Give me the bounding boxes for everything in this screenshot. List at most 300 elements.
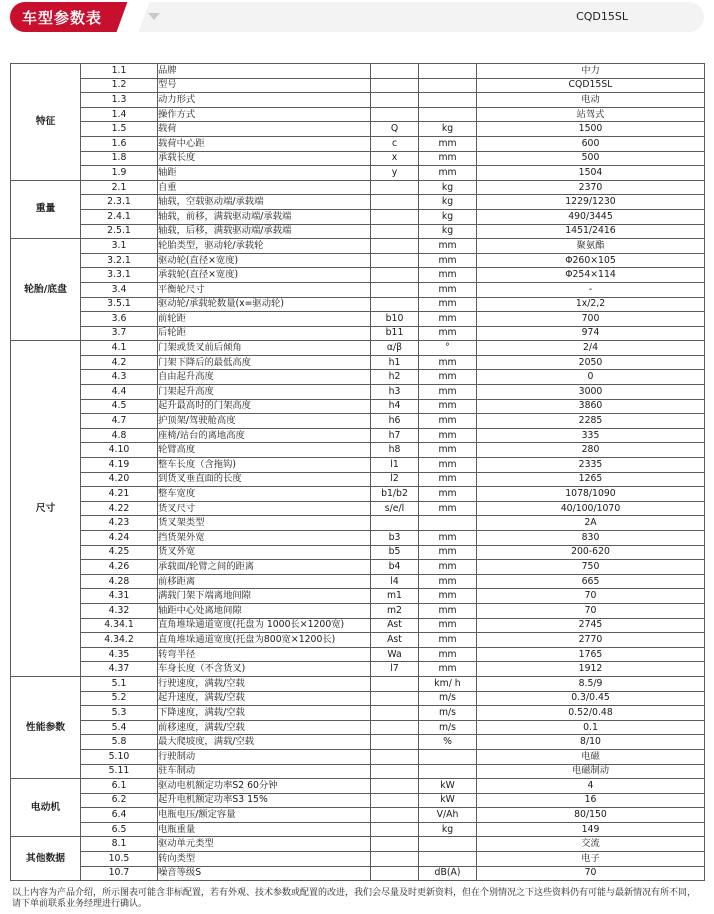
row-number-cell: 10.7 [81, 866, 158, 881]
parameter-name-cell: 前移速度，满载/空载 [158, 720, 371, 735]
unit-cell: mm [419, 370, 477, 385]
table-row [11, 764, 705, 779]
parameter-name-cell: 轮胎类型，驱动轮/承载轮 [158, 239, 371, 254]
table-row [11, 749, 705, 764]
table-row [11, 720, 705, 735]
row-number-cell: 3.3.1 [81, 268, 158, 283]
table-row [11, 676, 705, 691]
row-number-cell: 10.5 [81, 852, 158, 867]
value-cell: 站驾式 [477, 107, 705, 122]
value-cell: 2/4 [477, 341, 705, 356]
parameter-name-cell: 操作方式 [158, 107, 371, 122]
unit-cell: mm [419, 472, 477, 487]
row-number-cell: 5.2 [81, 691, 158, 706]
value-cell: 交流 [477, 837, 705, 852]
unit-cell: kg [419, 822, 477, 837]
value-cell: 70 [477, 589, 705, 604]
unit-cell: mm [419, 603, 477, 618]
symbol-cell: Wa [371, 647, 419, 662]
parameter-name-cell: 护顶架/驾驶舱高度 [158, 414, 371, 429]
unit-cell [419, 852, 477, 867]
table-row [11, 633, 705, 648]
parameter-name-cell: 起升电机额定功率S3 15% [158, 793, 371, 808]
unit-cell: mm [419, 428, 477, 443]
symbol-cell [371, 516, 419, 531]
parameter-name-cell: 轴距 [158, 166, 371, 181]
table-row [11, 209, 705, 224]
value-cell: 2335 [477, 458, 705, 473]
value-cell: 70 [477, 603, 705, 618]
unit-cell: mm [419, 312, 477, 327]
symbol-cell: h8 [371, 443, 419, 458]
unit-cell: mm [419, 545, 477, 560]
table-row [11, 122, 705, 137]
row-number-cell: 3.6 [81, 312, 158, 327]
row-number-cell: 4.37 [81, 662, 158, 677]
value-cell: - [477, 282, 705, 297]
symbol-cell: c [371, 136, 419, 151]
parameter-name-cell: 承载长度 [158, 151, 371, 166]
page-header [0, 0, 714, 33]
unit-cell: mm [419, 268, 477, 283]
table-row [11, 472, 705, 487]
unit-cell: mm [419, 531, 477, 546]
row-number-cell: 2.4.1 [81, 209, 158, 224]
unit-cell: mm [419, 166, 477, 181]
symbol-cell [371, 282, 419, 297]
unit-cell: mm [419, 253, 477, 268]
parameter-name-cell: 后轮距 [158, 326, 371, 341]
symbol-cell [371, 749, 419, 764]
row-number-cell: 1.1 [81, 64, 158, 79]
parameter-name-cell: 直角堆垛通道宽度(托盘为 1000长×1200宽) [158, 618, 371, 633]
category-cell: 尺寸 [11, 341, 81, 677]
value-cell: 665 [477, 574, 705, 589]
row-number-cell: 1.6 [81, 136, 158, 151]
unit-cell: mm [419, 385, 477, 400]
table-row [11, 603, 705, 618]
value-cell: 149 [477, 822, 705, 837]
row-number-cell: 5.4 [81, 720, 158, 735]
parameter-name-cell: 行驶速度，满载/空载 [158, 676, 371, 691]
parameter-name-cell: 动力形式 [158, 93, 371, 108]
parameter-name-cell: 自由起升高度 [158, 370, 371, 385]
value-cell: 1451/2416 [477, 224, 705, 239]
table-row [11, 837, 705, 852]
table-row [11, 428, 705, 443]
parameter-name-cell: 整车宽度 [158, 487, 371, 502]
row-number-cell: 4.25 [81, 545, 158, 560]
category-cell: 电动机 [11, 779, 81, 837]
value-cell: 聚氨酯 [477, 239, 705, 254]
symbol-cell [371, 209, 419, 224]
table-row [11, 355, 705, 370]
parameter-name-cell: 门架下降后的最低高度 [158, 355, 371, 370]
value-cell: 3000 [477, 385, 705, 400]
footnote: 以上内容为产品介绍，所示图表可能含非标配置，若有外观、技术参数或配置的改进，我们会尽量及时更新资料，但在个别情况之下这些资料仍有可能与最新情况有所不同，请下单前联系业务经理进行确认。 [12, 888, 697, 909]
symbol-cell [371, 239, 419, 254]
parameter-name-cell: 轴载，后移，满载驱动端/承载端 [158, 224, 371, 239]
table-row [11, 136, 705, 151]
parameter-name-cell: 起升最高时的门架高度 [158, 399, 371, 414]
parameter-name-cell: 噪音等级S [158, 866, 371, 881]
value-cell: 1504 [477, 166, 705, 181]
table-row [11, 779, 705, 794]
symbol-cell [371, 78, 419, 93]
value-cell: 974 [477, 326, 705, 341]
parameter-name-cell: 前移距离 [158, 574, 371, 589]
parameter-name-cell: 到货叉垂直面的长度 [158, 472, 371, 487]
value-cell: 2370 [477, 180, 705, 195]
spec-table [10, 63, 705, 881]
table-row [11, 458, 705, 473]
unit-cell: ° [419, 341, 477, 356]
table-row [11, 560, 705, 575]
unit-cell: mm [419, 151, 477, 166]
table-row [11, 574, 705, 589]
parameter-name-cell: 最大爬坡度，满载/空载 [158, 735, 371, 750]
row-number-cell: 8.1 [81, 837, 158, 852]
symbol-cell: l1 [371, 458, 419, 473]
table-row [11, 370, 705, 385]
symbol-cell [371, 691, 419, 706]
table-row [11, 399, 705, 414]
table-row [11, 282, 705, 297]
value-cell: 电子 [477, 852, 705, 867]
parameter-name-cell: 转向类型 [158, 852, 371, 867]
parameter-name-cell: 载荷中心距 [158, 136, 371, 151]
row-number-cell: 1.3 [81, 93, 158, 108]
symbol-cell [371, 93, 419, 108]
table-row [11, 385, 705, 400]
table-row [11, 691, 705, 706]
row-number-cell: 6.4 [81, 808, 158, 823]
table-row [11, 224, 705, 239]
unit-cell: kg [419, 224, 477, 239]
symbol-cell: l4 [371, 574, 419, 589]
value-cell: 0.52/0.48 [477, 706, 705, 721]
unit-cell: mm [419, 414, 477, 429]
value-cell: 3860 [477, 399, 705, 414]
category-cell: 重量 [11, 180, 81, 238]
row-number-cell: 3.2.1 [81, 253, 158, 268]
table-row [11, 531, 705, 546]
parameter-name-cell: 自重 [158, 180, 371, 195]
row-number-cell: 4.26 [81, 560, 158, 575]
row-number-cell: 4.34.2 [81, 633, 158, 648]
value-cell: 16 [477, 793, 705, 808]
table-row [11, 822, 705, 837]
parameter-name-cell: 轮臂高度 [158, 443, 371, 458]
table-row [11, 151, 705, 166]
value-cell: 8/10 [477, 735, 705, 750]
value-cell: 电动 [477, 93, 705, 108]
page-title: 车型参数表 [22, 9, 103, 27]
value-cell: CQD15SL [477, 78, 705, 93]
symbol-cell: b4 [371, 560, 419, 575]
value-cell: 8.5/9 [477, 676, 705, 691]
symbol-cell: x [371, 151, 419, 166]
symbol-cell [371, 793, 419, 808]
row-number-cell: 4.3 [81, 370, 158, 385]
parameter-name-cell: 货叉架类型 [158, 516, 371, 531]
table-row [11, 312, 705, 327]
value-cell: 1x/2,2 [477, 297, 705, 312]
unit-cell: km/ h [419, 676, 477, 691]
value-cell: Φ254×114 [477, 268, 705, 283]
unit-cell: mm [419, 355, 477, 370]
parameter-name-cell: 直角堆垛通道宽度(托盘为800宽×1200长) [158, 633, 371, 648]
symbol-cell: s/e/l [371, 501, 419, 516]
row-number-cell: 5.11 [81, 764, 158, 779]
table-row [11, 239, 705, 254]
value-cell: 2A [477, 516, 705, 531]
unit-cell: mm [419, 326, 477, 341]
table-row [11, 443, 705, 458]
parameter-name-cell: 轴载，空载驱动端/承载端 [158, 195, 371, 210]
value-cell: 2745 [477, 618, 705, 633]
unit-cell: kg [419, 180, 477, 195]
row-number-cell: 4.20 [81, 472, 158, 487]
row-number-cell: 1.4 [81, 107, 158, 122]
row-number-cell: 3.7 [81, 326, 158, 341]
row-number-cell: 4.7 [81, 414, 158, 429]
value-cell: 1912 [477, 662, 705, 677]
symbol-cell [371, 764, 419, 779]
category-cell: 特征 [11, 64, 81, 181]
parameter-name-cell: 门架或货叉前后倾角 [158, 341, 371, 356]
symbol-cell: h7 [371, 428, 419, 443]
parameter-name-cell: 门架起升高度 [158, 385, 371, 400]
unit-cell: mm [419, 487, 477, 502]
table-row [11, 297, 705, 312]
unit-cell: m/s [419, 691, 477, 706]
value-cell: 0 [477, 370, 705, 385]
value-cell: 2285 [477, 414, 705, 429]
row-number-cell: 4.4 [81, 385, 158, 400]
unit-cell: mm [419, 458, 477, 473]
row-number-cell: 4.8 [81, 428, 158, 443]
value-cell: 中力 [477, 64, 705, 79]
table-row [11, 166, 705, 181]
table-row [11, 618, 705, 633]
value-cell: 830 [477, 531, 705, 546]
symbol-cell: b5 [371, 545, 419, 560]
symbol-cell: Ast [371, 618, 419, 633]
parameter-name-cell: 整车长度（含拖钩) [158, 458, 371, 473]
unit-cell: mm [419, 136, 477, 151]
symbol-cell [371, 852, 419, 867]
row-number-cell: 1.2 [81, 78, 158, 93]
value-cell: 1229/1230 [477, 195, 705, 210]
symbol-cell: y [371, 166, 419, 181]
symbol-cell [371, 837, 419, 852]
value-cell: 1765 [477, 647, 705, 662]
value-cell: 490/3445 [477, 209, 705, 224]
unit-cell: mm [419, 443, 477, 458]
table-row [11, 545, 705, 560]
symbol-cell: α/β [371, 341, 419, 356]
unit-cell: m/s [419, 706, 477, 721]
row-number-cell: 5.3 [81, 706, 158, 721]
value-cell: 0.1 [477, 720, 705, 735]
parameter-name-cell: 座椅/站台的离地高度 [158, 428, 371, 443]
parameter-name-cell: 转弯半径 [158, 647, 371, 662]
unit-cell: mm [419, 574, 477, 589]
symbol-cell: h4 [371, 399, 419, 414]
row-number-cell: 1.9 [81, 166, 158, 181]
symbol-cell [371, 297, 419, 312]
symbol-cell: h3 [371, 385, 419, 400]
model-name: CQD15SL [576, 10, 628, 23]
parameter-name-cell: 轴载，前移，满载驱动端/承载端 [158, 209, 371, 224]
row-number-cell: 5.8 [81, 735, 158, 750]
symbol-cell [371, 720, 419, 735]
unit-cell: mm [419, 297, 477, 312]
value-cell: 电磁制动 [477, 764, 705, 779]
symbol-cell [371, 706, 419, 721]
spec-table-body [11, 64, 705, 881]
row-number-cell: 4.28 [81, 574, 158, 589]
symbol-cell: l7 [371, 662, 419, 677]
chevron-down-icon[interactable] [148, 13, 160, 20]
parameter-name-cell: 电瓶电压/额定容量 [158, 808, 371, 823]
symbol-cell [371, 779, 419, 794]
parameter-name-cell: 挡货架外宽 [158, 531, 371, 546]
row-number-cell: 3.5.1 [81, 297, 158, 312]
unit-cell: mm [419, 560, 477, 575]
row-number-cell: 4.2 [81, 355, 158, 370]
parameter-name-cell: 满载门架下端离地间隙 [158, 589, 371, 604]
unit-cell: m/s [419, 720, 477, 735]
table-row [11, 64, 705, 79]
parameter-name-cell: 货叉尺寸 [158, 501, 371, 516]
table-row [11, 793, 705, 808]
unit-cell: kg [419, 195, 477, 210]
table-row [11, 516, 705, 531]
table-row [11, 662, 705, 677]
table-row [11, 107, 705, 122]
value-cell: 1078/1090 [477, 487, 705, 502]
parameter-name-cell: 驱动轮/承载轮数量(x=驱动轮) [158, 297, 371, 312]
value-cell: 2770 [477, 633, 705, 648]
unit-cell: % [419, 735, 477, 750]
unit-cell: kg [419, 122, 477, 137]
row-number-cell: 4.21 [81, 487, 158, 502]
unit-cell [419, 78, 477, 93]
symbol-cell: l2 [371, 472, 419, 487]
row-number-cell: 3.1 [81, 239, 158, 254]
value-cell: 700 [477, 312, 705, 327]
unit-cell: kW [419, 793, 477, 808]
symbol-cell [371, 64, 419, 79]
table-row [11, 501, 705, 516]
symbol-cell [371, 822, 419, 837]
value-cell: 4 [477, 779, 705, 794]
symbol-cell: m2 [371, 603, 419, 618]
unit-cell: mm [419, 589, 477, 604]
value-cell: 80/150 [477, 808, 705, 823]
table-row [11, 852, 705, 867]
row-number-cell: 4.31 [81, 589, 158, 604]
symbol-cell: b1/b2 [371, 487, 419, 502]
table-row [11, 487, 705, 502]
parameter-name-cell: 货叉外宽 [158, 545, 371, 560]
symbol-cell: h2 [371, 370, 419, 385]
symbol-cell [371, 268, 419, 283]
symbol-cell: h6 [371, 414, 419, 429]
table-row [11, 589, 705, 604]
row-number-cell: 4.23 [81, 516, 158, 531]
row-number-cell: 4.32 [81, 603, 158, 618]
symbol-cell [371, 676, 419, 691]
unit-cell: kW [419, 779, 477, 794]
row-number-cell: 2.5.1 [81, 224, 158, 239]
parameter-name-cell: 承载面/轮臂之间的距离 [158, 560, 371, 575]
symbol-cell [371, 180, 419, 195]
table-row [11, 253, 705, 268]
parameter-name-cell: 电瓶重量 [158, 822, 371, 837]
parameter-name-cell: 下降速度，满载/空载 [158, 706, 371, 721]
symbol-cell [371, 253, 419, 268]
unit-cell: mm [419, 618, 477, 633]
value-cell: 335 [477, 428, 705, 443]
symbol-cell: Q [371, 122, 419, 137]
parameter-name-cell: 轴距中心处离地间隙 [158, 603, 371, 618]
row-number-cell: 4.24 [81, 531, 158, 546]
row-number-cell: 6.2 [81, 793, 158, 808]
row-number-cell: 2.3.1 [81, 195, 158, 210]
parameter-name-cell: 型号 [158, 78, 371, 93]
row-number-cell: 6.5 [81, 822, 158, 837]
value-cell: 2050 [477, 355, 705, 370]
parameter-name-cell: 行驶制动 [158, 749, 371, 764]
row-number-cell: 4.35 [81, 647, 158, 662]
table-row [11, 706, 705, 721]
row-number-cell: 4.19 [81, 458, 158, 473]
row-number-cell: 2.1 [81, 180, 158, 195]
unit-cell [419, 516, 477, 531]
table-row [11, 647, 705, 662]
unit-cell [419, 749, 477, 764]
symbol-cell [371, 195, 419, 210]
unit-cell [419, 837, 477, 852]
symbol-cell: h1 [371, 355, 419, 370]
category-cell: 轮胎/底盘 [11, 239, 81, 341]
row-number-cell: 5.10 [81, 749, 158, 764]
unit-cell [419, 64, 477, 79]
parameter-name-cell: 品牌 [158, 64, 371, 79]
unit-cell: mm [419, 501, 477, 516]
unit-cell: kg [419, 209, 477, 224]
value-cell: 1265 [477, 472, 705, 487]
parameter-name-cell: 承载轮(直径×宽度) [158, 268, 371, 283]
symbol-cell: b3 [371, 531, 419, 546]
symbol-cell: Ast [371, 633, 419, 648]
parameter-name-cell: 驻车制动 [158, 764, 371, 779]
parameter-name-cell: 前轮距 [158, 312, 371, 327]
table-row [11, 78, 705, 93]
table-row [11, 866, 705, 881]
category-cell: 其他数据 [11, 837, 81, 881]
unit-cell: mm [419, 282, 477, 297]
parameter-name-cell: 驱动电机额定功率S2 60分钟 [158, 779, 371, 794]
value-cell: 电磁 [477, 749, 705, 764]
table-row [11, 341, 705, 356]
parameter-name-cell: 车身长度（不含货叉) [158, 662, 371, 677]
value-cell: 280 [477, 443, 705, 458]
parameter-name-cell: 驱动轮(直径×宽度) [158, 253, 371, 268]
